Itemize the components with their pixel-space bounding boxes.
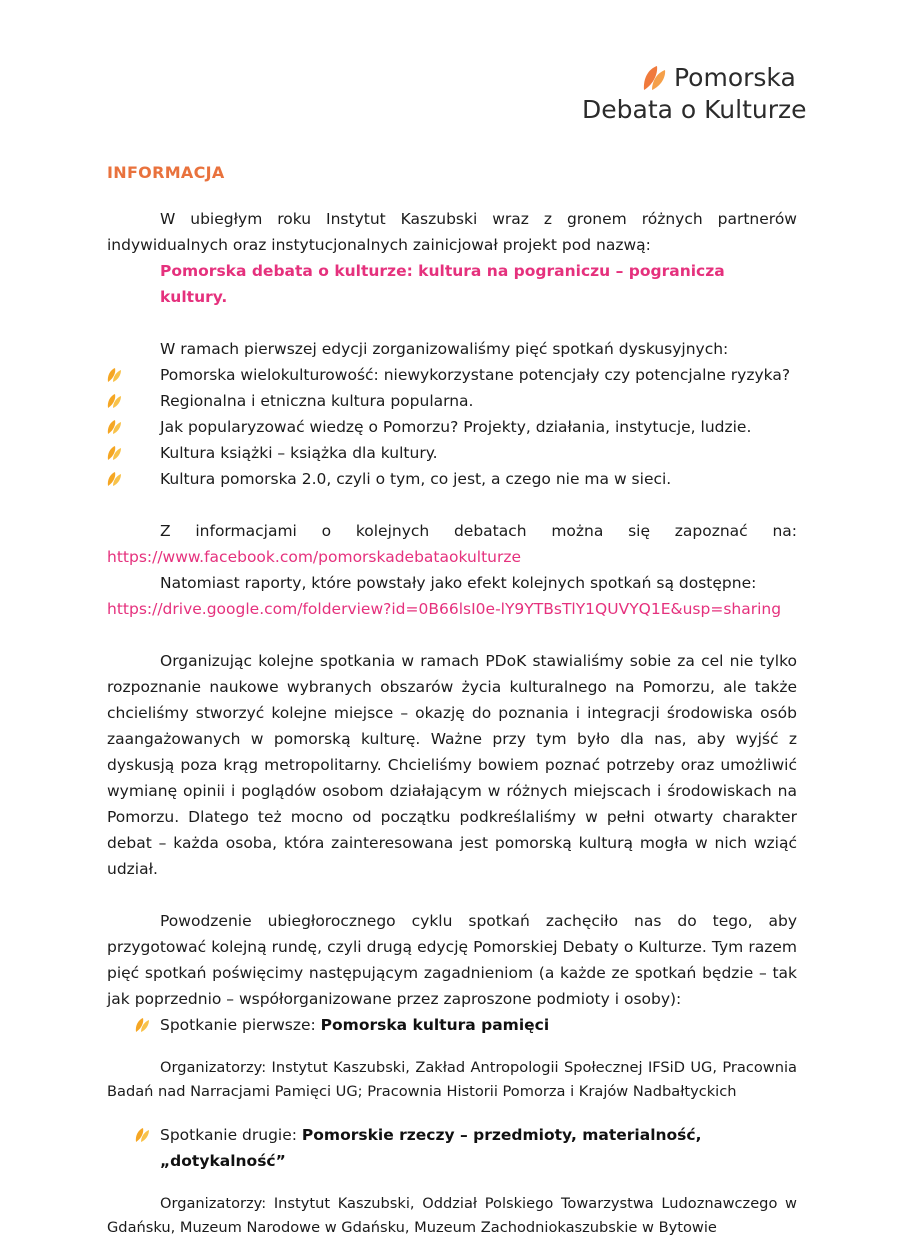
meeting-title: Pomorskie rzeczy – przedmioty, materialność, „dotykalność”: [160, 1126, 702, 1170]
list-item: [107, 362, 797, 388]
google-drive-link[interactable]: https://drive.google.com/folderview?id=0B66lsI0e-lY9YTBsTlY1QUVYQ1E&usp=sharing: [107, 600, 782, 618]
list-item-text: Jak popularyzować wiedzę o Pomorzu? Projekty, działania, instytucje, ludzie.: [160, 418, 752, 436]
leaf-bullet-icon: [134, 1127, 150, 1143]
orange-leaf-icon: [640, 64, 668, 92]
leaf-bullet-icon: [106, 367, 122, 383]
first-edition-list: [107, 362, 797, 492]
list-item-text: Pomorska wielokulturowość: niewykorzystane potencjały czy potencjalne ryzyka?: [160, 366, 791, 384]
list-item: [107, 440, 797, 466]
list-item: [107, 414, 797, 440]
intro-paragraph: W ubiegłym roku Instytut Kaszubski wraz z gronem różnych partnerów indywidualnych oraz instytucjonalnych zainicjował projekt pod nazwą:: [107, 210, 797, 254]
first-edition-lead: W ramach pierwszej edycji zorganizowaliśmy pięć spotkań dyskusyjnych:: [160, 340, 729, 358]
meeting-title: Pomorska kultura pamięci: [320, 1016, 550, 1034]
meeting-item: [107, 1122, 797, 1174]
meetings-list: [107, 1012, 797, 1038]
list-item-text: Regionalna i etniczna kultura popularna.: [160, 392, 474, 410]
leaf-bullet-icon: [106, 393, 122, 409]
logo-title-line2: Debata o Kulturze: [582, 95, 807, 124]
second-edition-paragraph: Powodzenie ubiegłorocznego cyklu spotkań zachęciło nas do tego, aby przygotować kolejną rundę, czyli drugą edycję Pomorskiej Debaty o Kulturze. Tym razem pięć spotkań poświęcimy następującym zagadnieniom (a każde ze spotkań będzie – tak jak poprzednio – współorganizowane przez zaproszone podmioty i osoby):: [107, 912, 797, 1008]
leaf-bullet-icon: [106, 445, 122, 461]
document-body: [107, 160, 797, 1240]
meeting-organizers: Organizatorzy: Instytut Kaszubski, Zakład Antropologii Społecznej IFSiD UG, Pracownia Badań nad Narracjami Pamięci UG; Pracownia Historii Pomorza i Krajów Nadbałtyckich: [107, 1059, 797, 1100]
leaf-bullet-icon: [106, 471, 122, 487]
logo-title-line1: Pomorska: [674, 63, 796, 92]
meetings-list: [107, 1122, 797, 1174]
list-item-text: Kultura książki – książka dla kultury.: [160, 444, 438, 462]
reports-info-text: Natomiast raporty, które powstały jako efekt kolejnych spotkań są dostępne:: [160, 574, 757, 592]
list-item: [107, 466, 797, 492]
project-title: Pomorska debata o kulturze: kultura na pograniczu – pogranicza kultury.: [160, 262, 725, 306]
facebook-link[interactable]: https://www.facebook.com/pomorskadebataokulturze: [107, 548, 522, 566]
document-heading: INFORMACJA: [107, 163, 225, 182]
meeting-item: [107, 1012, 797, 1038]
facebook-info-text: Z informacjami o kolejnych debatach można się zapoznać na:: [160, 522, 797, 540]
list-item: [107, 388, 797, 414]
list-item-text: Kultura pomorska 2.0, czyli o tym, co jest, a czego nie ma w sieci.: [160, 470, 672, 488]
meeting-organizers: Organizatorzy: Instytut Kaszubski, Oddział Polskiego Towarzystwa Ludoznawczego w Gdańsku, Muzeum Narodowe w Gdańsku, Muzeum Zachodniokaszubskie w Bytowie: [107, 1195, 797, 1236]
leaf-bullet-icon: [134, 1017, 150, 1033]
leaf-bullet-icon: [106, 419, 122, 435]
meeting-label: Spotkanie drugie:: [160, 1126, 297, 1144]
meeting-label: Spotkanie pierwsze:: [160, 1016, 316, 1034]
goals-paragraph: Organizując kolejne spotkania w ramach PDoK stawialiśmy sobie za cel nie tylko rozpoznanie naukowe wybranych obszarów życia kulturalnego na Pomorzu, ale także chcieliśmy stworzyć kolejne miejsce – okazję do poznania i integracji środowiska osób zaangażowanych w pomorską kulturę. Ważne przy tym było dla nas, aby wyjść z dyskusją poza krąg metropolitarny. Chcieliśmy bowiem poznać potrzeby oraz umożliwić wymianę opinii i poglądów osobom działającym w różnych miejscach i środowiskach na Pomorzu. Dlatego też mocno od początku podkreślaliśmy w pełni otwarty charakter debat – każda osoba, która zainteresowana jest pomorską kulturą mogła w nich wziąć udział.: [107, 652, 797, 878]
